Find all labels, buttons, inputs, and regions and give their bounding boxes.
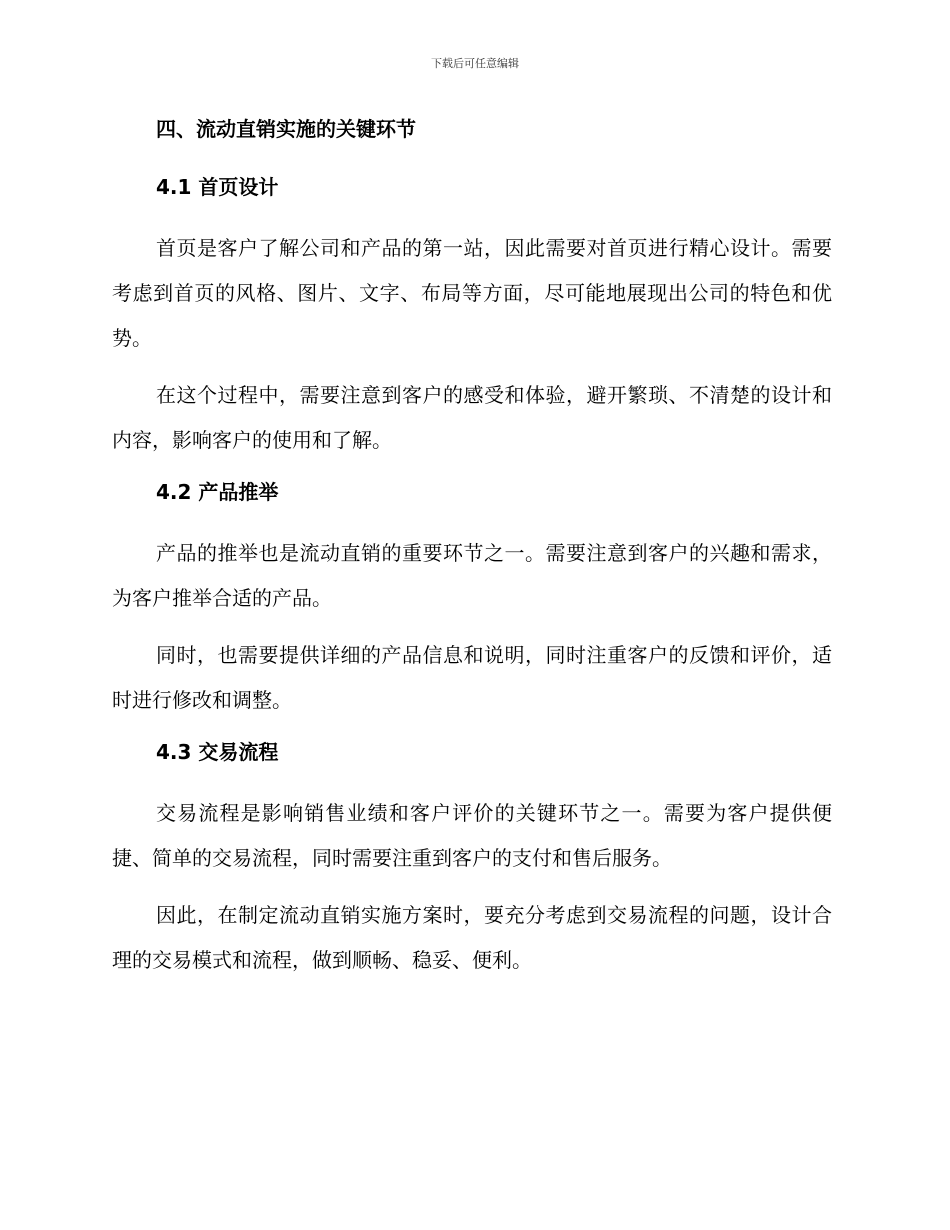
subsection-title-transaction-process: 4.3 交易流程 bbox=[156, 740, 279, 764]
section-title: 四、流动直销实施的关键环节 bbox=[156, 117, 416, 141]
paragraph: 交易流程是影响销售业绩和客户评价的关键环节之一。需要为客户提供便捷、简单的交易流程，同时需要注重到客户的支付和售后服务。 bbox=[112, 801, 832, 870]
subsection-title-homepage: 4.1 首页设计 bbox=[156, 175, 279, 199]
paragraph: 因此，在制定流动直销实施方案时，要充分考虑到交易流程的问题，设计合理的交易模式和流程，做到顺畅、稳妥、便利。 bbox=[112, 903, 832, 972]
paragraph: 产品的推举也是流动直销的重要环节之一。需要注意到客户的兴趣和需求，为客户推举合适的产品。 bbox=[112, 541, 832, 610]
header-note: 下载后可任意编辑 bbox=[431, 57, 519, 70]
paragraph: 在这个过程中，需要注意到客户的感受和体验，避开繁琐、不清楚的设计和内容，影响客户的使用和了解。 bbox=[112, 383, 832, 452]
paragraph: 首页是客户了解公司和产品的第一站，因此需要对首页进行精心设计。需要考虑到首页的风格、图片、文字、布局等方面，尽可能地展现出公司的特色和优势。 bbox=[112, 236, 832, 350]
paragraph: 同时，也需要提供详细的产品信息和说明，同时注重客户的反馈和评价，适时进行修改和调整。 bbox=[112, 643, 832, 712]
subsection-title-product-recommendation: 4.2 产品推举 bbox=[156, 480, 279, 504]
document-body bbox=[112, 112, 832, 995]
